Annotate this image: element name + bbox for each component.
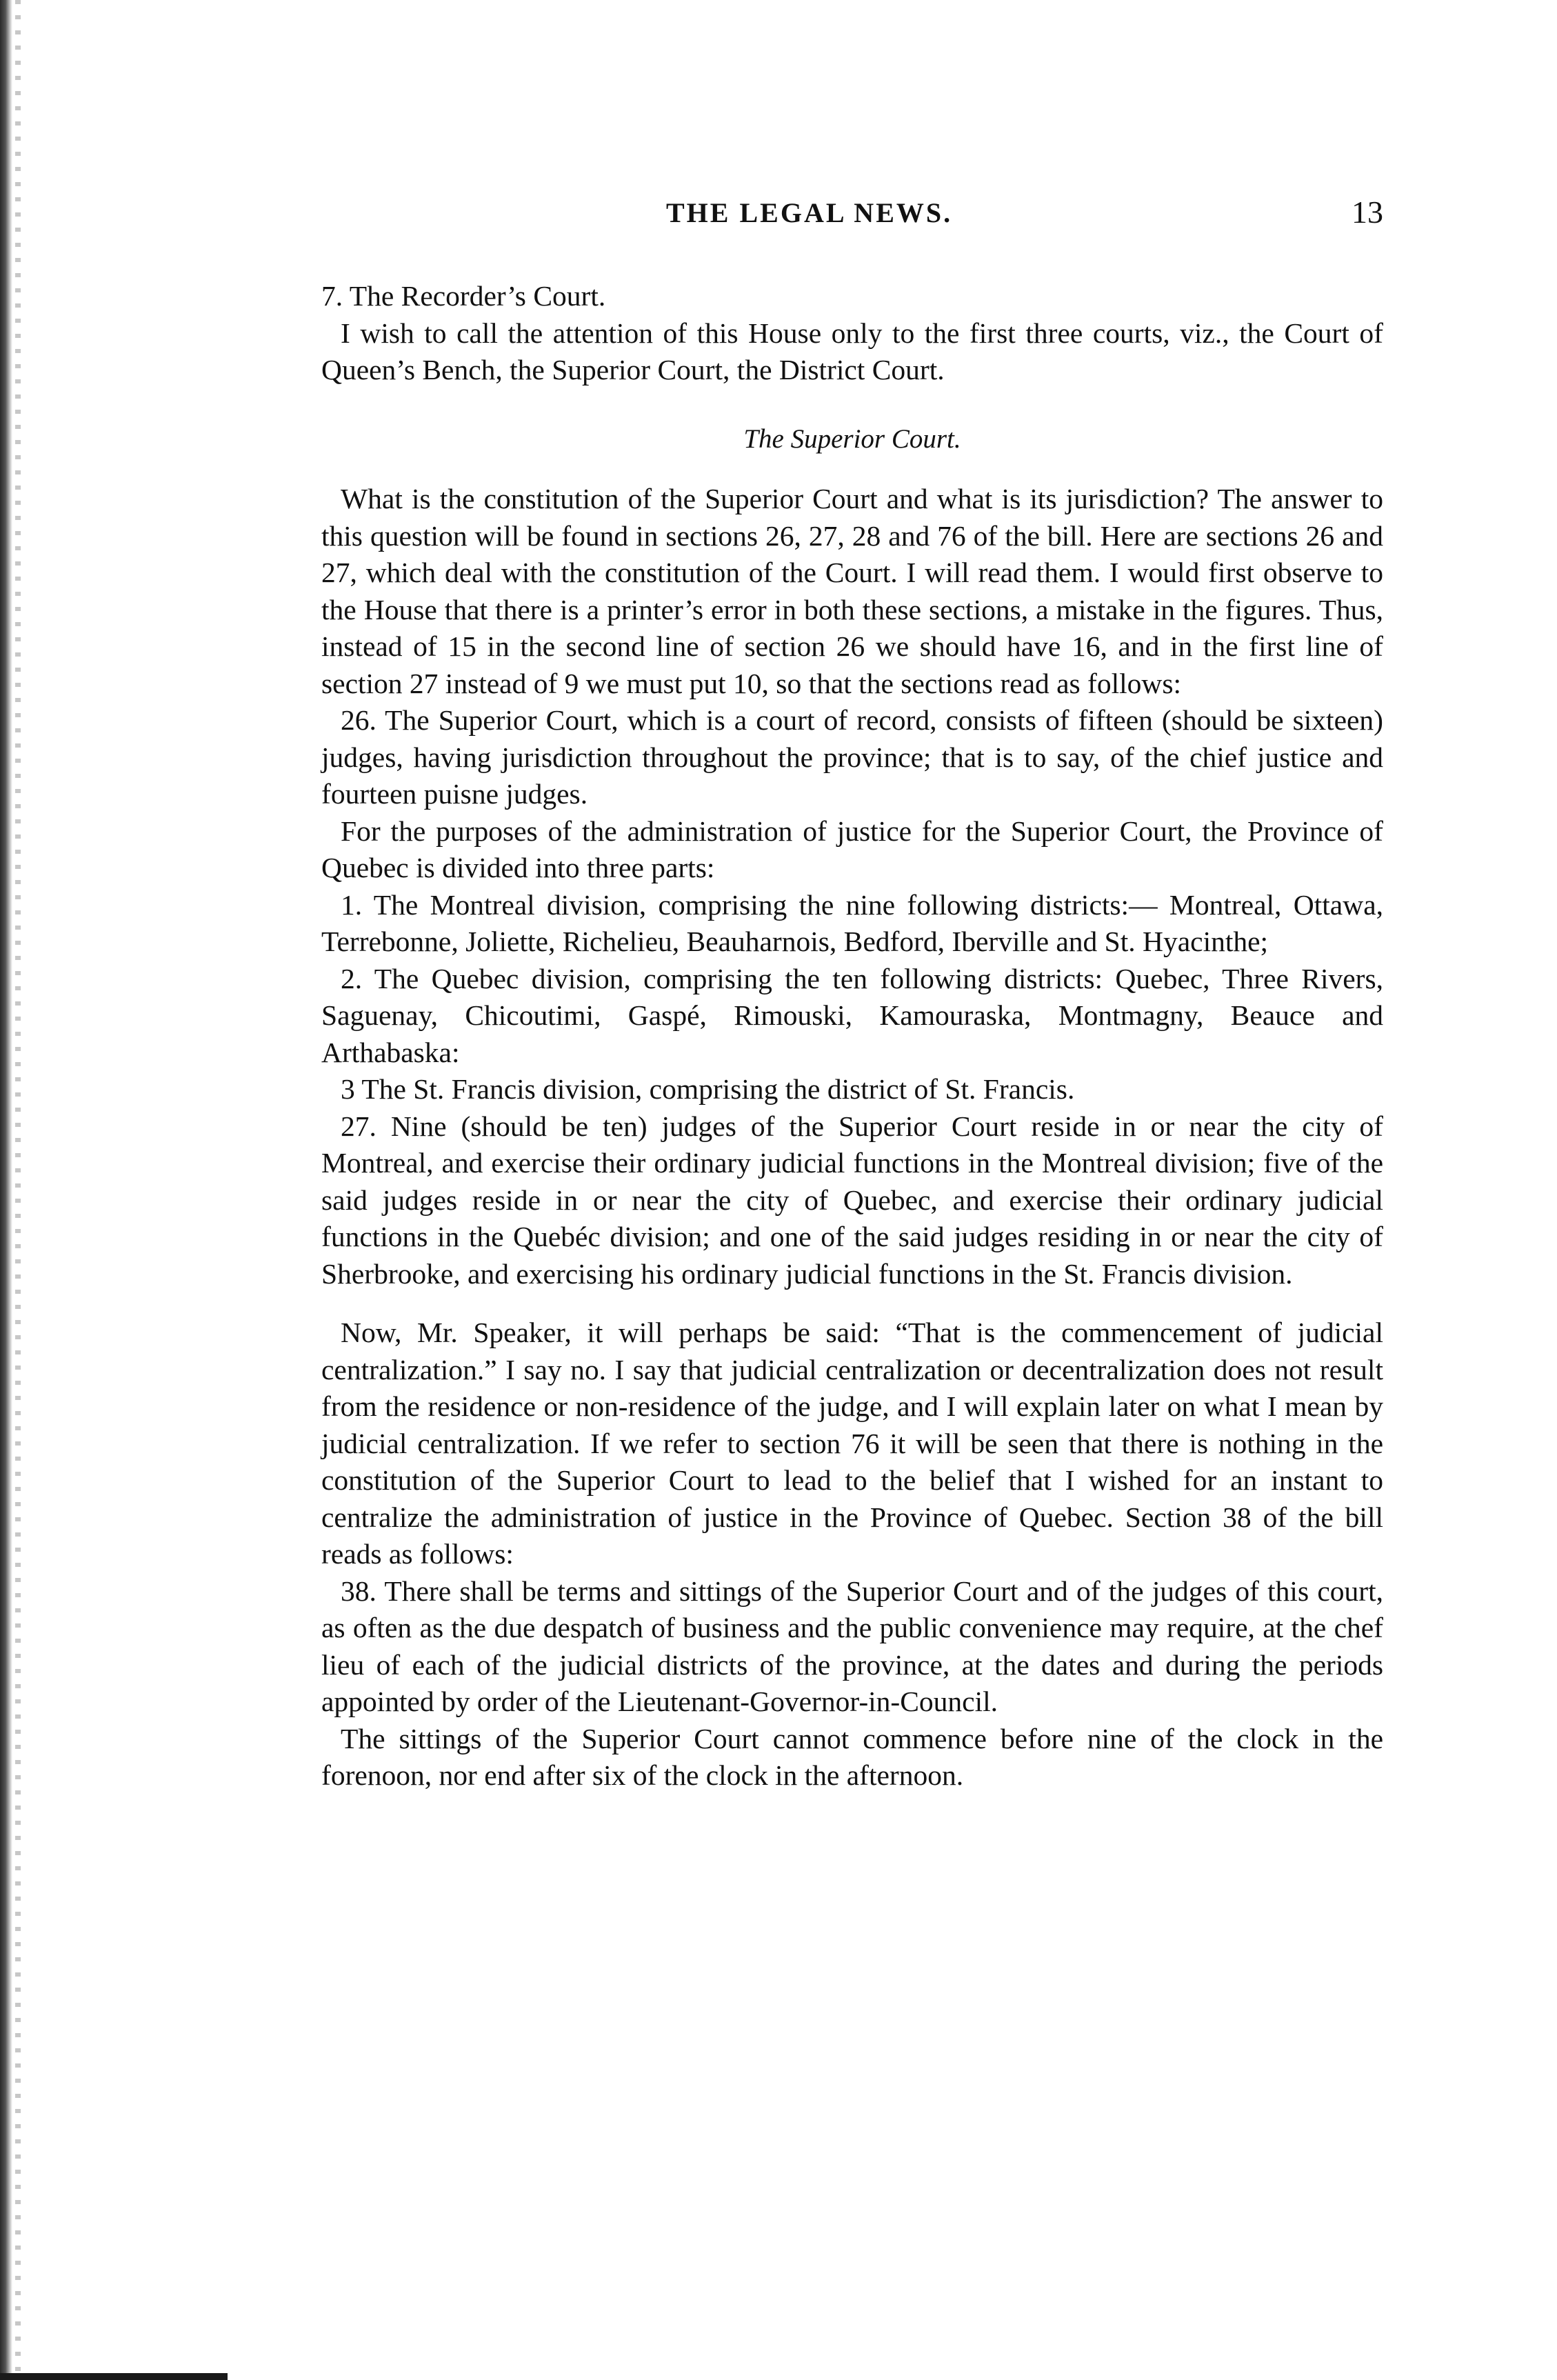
paragraph-recorders-court: 7. The Recorder’s Court. <box>321 280 606 312</box>
paragraph-constitution: What is the constitution of the Superior Court and what is its jurisdiction? The answer to this question will be found in sections 26, 27, 28 and 76 of the bill. Here are sections 26 and 27, which deal with the constitution of the Court. I will read them. I would first observe to the House that there is a printer’s error in both these sections, a mistake in the figures. Thus, instead of 15 in the second line of section 26 we should have 16, and in the first line of section 27 instead of 9 we must put 10, so that the sections read as follows: <box>321 483 1383 699</box>
page <box>321 194 1383 1794</box>
section-heading: The Superior Court. <box>743 423 961 454</box>
running-title: THE LEGAL NEWS. <box>666 197 953 228</box>
page-corner-shadow <box>0 2373 228 2380</box>
body-text <box>321 278 1383 1794</box>
paragraph-st-francis-division: 3 The St. Francis division, comprising the district of St. Francis. <box>341 1073 1075 1105</box>
paragraph-attention: I wish to call the attention of this House only to the first three courts, viz., the Court of Queen’s Bench, the Superior Court, the District Court. <box>321 317 1383 386</box>
paragraph-quebec-division: 2. The Quebec division, comprising the ten following districts: Quebec, Three Rivers, Saguenay, Chicoutimi, Gaspé, Rimouski, Kamouraska, Montmagny, Beauce and Arthabaska: <box>321 962 1383 1068</box>
page-number: 13 <box>1352 194 1383 230</box>
paragraph-speaker: Now, Mr. Speaker, it will perhaps be said: “That is the commencement of judicial centralization.” I say no. I say that judicial centralization or decentralization does not result from the residence or non-residence of the judge, and I will explain later on what I mean by judicial centralization. If we refer to section 76 it will be seen that there is nothing in the constitution of the Superior Court to lead to the belief that I wished for an instant to centralize the administration of justice in the Province of Quebec. Section 38 of the bill reads as follows: <box>321 1317 1383 1570</box>
paragraph-section-26: 26. The Superior Court, which is a court of record, consists of fifteen (should be sixteen) judges, having jurisdiction throughout the province; that is to say, of the chief justice and fourteen puisne judges. <box>321 704 1383 810</box>
paragraph-purposes: For the purposes of the administration of justice for the Superior Court, the Province of Quebec is divided into three parts: <box>321 814 1383 883</box>
binding-shadow <box>15 0 21 2380</box>
paragraph-montreal-division: 1. The Montreal division, comprising the nine following districts:— Montreal, Ottawa, Terrebonne, Joliette, Richelieu, Beauharnois, Bedford, Iberville and St. Hyacinthe; <box>321 888 1383 957</box>
paragraph-section-27: 27. Nine (should be ten) judges of the Superior Court reside in or near the city of Montreal, and exercise their ordinary judicial functions in the Montreal division; five of the said judges reside in or near the city of Quebec, and exercise their ordinary judicial functions in the Quebéc division; and one of the said judges residing in or near the city of Sherbrooke, and exercising his ordinary judicial functions in the St. Francis division. <box>321 1110 1383 1290</box>
paragraph-section-38: 38. There shall be terms and sittings of the Superior Court and of the judges of this court, as often as the due despatch of business and the public convenience may require, at the chef lieu of each of the judicial districts of the province, at the dates and during the periods appointed by order of the Lieutenant-Governor-in-Council. <box>321 1574 1383 1717</box>
binding-edge <box>0 0 12 2380</box>
running-head <box>321 194 1383 245</box>
paragraph-sittings: The sittings of the Superior Court cannot commence before nine of the clock in the forenoon, nor end after six of the clock in the afternoon. <box>321 1722 1383 1791</box>
